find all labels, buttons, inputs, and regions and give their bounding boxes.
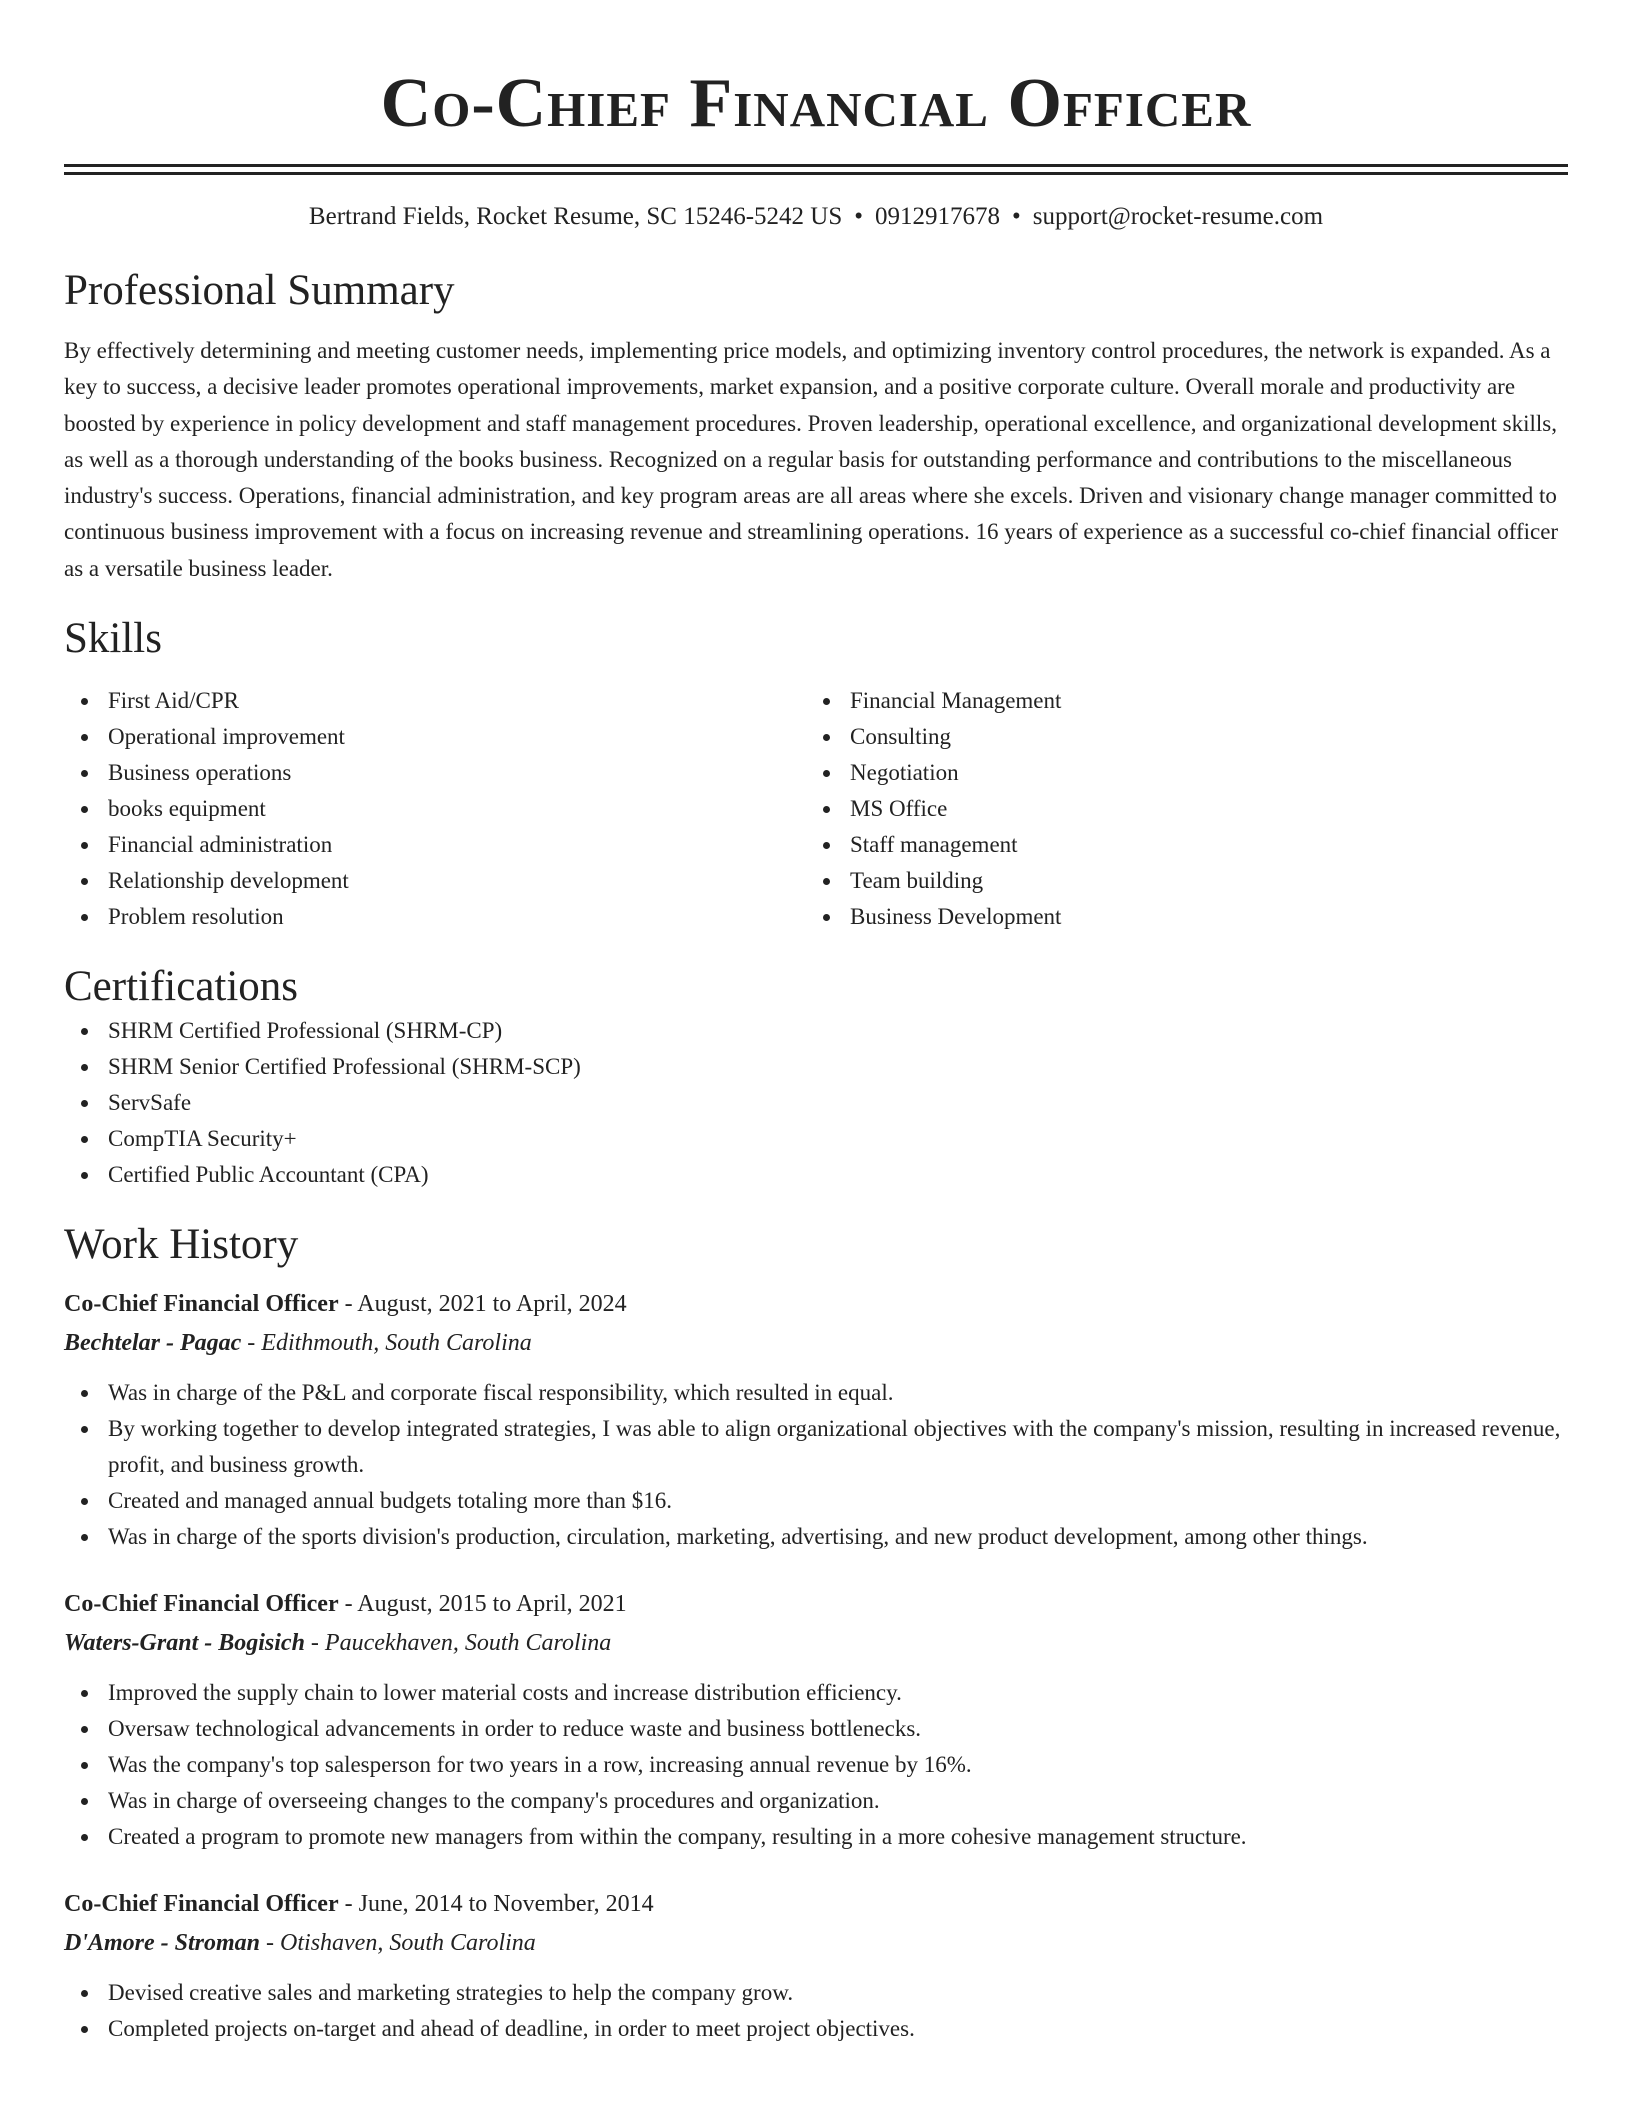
job-bullet: Was in charge of overseeing changes to the company's procedures and organization.	[64, 1783, 1568, 1819]
job-bullet: Was in charge of the P&L and corporate fiscal responsibility, which resulted in equal.	[64, 1375, 1568, 1411]
contact-email: support@rocket-resume.com	[1032, 203, 1324, 230]
job-bullet: Improved the supply chain to lower material costs and increase distribution efficiency.	[64, 1675, 1568, 1711]
summary-text: By effectively determining and meeting customer needs, implementing price models, and optimizing inventory control procedures, the network is expanded. As a key to success, a decisive leader promotes operational improvements, market expansion, and a positive corporate culture. Overall morale and productivity are boosted by experience in policy development and staff management procedures. Proven leadership, operational excellence, and organizational development skills, as well as a thorough understanding of the books business. Recognized on a regular basis for outstanding performance and contributions to the miscellaneous industry's success. Operations, financial administration, and key program areas are all areas where she excels. Driven and visionary change manager committed to continuous business improvement with a focus on increasing revenue and streamlining operations. 16 years of experience as a successful co-chief financial officer as a versatile business leader.	[64, 338, 1559, 581]
skill-item: Financial administration	[64, 827, 806, 863]
skill-item: Business Development	[806, 899, 1548, 935]
contact-phone: 0912917678	[875, 203, 1000, 230]
summary-heading: Professional Summary	[64, 267, 455, 314]
job-title: Co-Chief Financial Officer	[64, 1891, 339, 1918]
job-location: - Otishaven, South Carolina	[260, 1930, 536, 1957]
job-company: Waters-Grant - Bogisich	[64, 1630, 305, 1657]
title-divider	[64, 164, 1568, 175]
certifications-heading: Certifications	[64, 963, 299, 1011]
job-dates: - June, 2014 to November, 2014	[338, 1891, 654, 1918]
certification-item: Certified Public Accountant (CPA)	[64, 1157, 1568, 1193]
job-title: Co-Chief Financial Officer	[64, 1291, 339, 1318]
contact-separator: •	[854, 203, 863, 230]
skill-item: Negotiation	[806, 755, 1548, 791]
skill-item: books equipment	[64, 791, 806, 827]
skill-item: Team building	[806, 863, 1548, 899]
job-company: D'Amore - Stroman	[64, 1930, 261, 1957]
job-location: - Edithmouth, South Carolina	[241, 1330, 532, 1357]
certification-item: ServSafe	[64, 1085, 1568, 1121]
skill-item: MS Office	[806, 791, 1548, 827]
job-bullet: Oversaw technological advancements in order to reduce waste and business bottlenecks.	[64, 1711, 1568, 1747]
certification-item: SHRM Senior Certified Professional (SHRM-SCP)	[64, 1049, 1568, 1085]
skill-item: Relationship development	[64, 863, 806, 899]
job-bullet: By working together to develop integrated strategies, I was able to align organizational objectives with the company's mission, resulting in increased revenue, profit, and business growth.	[64, 1411, 1568, 1483]
job-company-line	[64, 1324, 1568, 1363]
job-bullet: Created and managed annual budgets totaling more than $16.	[64, 1483, 1568, 1519]
job-company-line	[64, 1924, 1568, 1963]
contact-separator: •	[1012, 203, 1021, 230]
job-title-line	[64, 1885, 1568, 1924]
skill-item: Business operations	[64, 755, 806, 791]
certification-item: SHRM Certified Professional (SHRM-CP)	[64, 1013, 1568, 1049]
job-bullet: Was the company's top salesperson for two years in a row, increasing annual revenue by 16%.	[64, 1747, 1568, 1783]
skills-column-right	[806, 683, 1548, 935]
job-bullet: Created a program to promote new managers from within the company, resulting in a more cohesive management structure.	[64, 1819, 1568, 1855]
certifications-list	[64, 1013, 1568, 1193]
job-company: Bechtelar - Pagac	[64, 1330, 242, 1357]
contact-line	[64, 201, 1568, 233]
certification-item: CompTIA Security+	[64, 1121, 1568, 1157]
job-title-line	[64, 1585, 1568, 1624]
job-location: - Paucekhaven, South Carolina	[304, 1630, 612, 1657]
skill-item: Consulting	[806, 719, 1548, 755]
skill-item: Problem resolution	[64, 899, 806, 935]
skill-item: First Aid/CPR	[64, 683, 806, 719]
job-bullets	[64, 1975, 1568, 2047]
job-bullet: Was in charge of the sports division's production, circulation, marketing, advertising, and new product development, among other things.	[64, 1519, 1568, 1555]
job-title: Co-Chief Financial Officer	[64, 1591, 339, 1618]
skill-item: Financial Management	[806, 683, 1548, 719]
contact-address: Bertrand Fields, Rocket Resume, SC 15246-5242 US	[308, 203, 843, 230]
work-history-heading: Work History	[64, 1221, 299, 1269]
skill-item: Staff management	[806, 827, 1548, 863]
job-bullet: Completed projects on-target and ahead of deadline, in order to meet project objectives.	[64, 2011, 1568, 2047]
job-title-line	[64, 1285, 1568, 1324]
job-bullets	[64, 1675, 1568, 1855]
skill-item: Operational improvement	[64, 719, 806, 755]
job-dates: - August, 2015 to April, 2021	[338, 1591, 627, 1618]
job-entry	[64, 1585, 1568, 1855]
job-bullets	[64, 1375, 1568, 1555]
job-company-line	[64, 1624, 1568, 1663]
job-bullet: Devised creative sales and marketing strategies to help the company grow.	[64, 1975, 1568, 2011]
skills-column-left	[64, 683, 806, 935]
resume-title: Co-Chief Financial Officer	[380, 65, 1252, 142]
job-entry	[64, 1285, 1568, 1555]
skills-grid	[64, 683, 1568, 935]
job-entry	[64, 1885, 1568, 2047]
skills-heading: Skills	[64, 615, 162, 663]
resume-page	[64, 0, 1568, 2047]
job-dates: - August, 2021 to April, 2024	[338, 1291, 627, 1318]
